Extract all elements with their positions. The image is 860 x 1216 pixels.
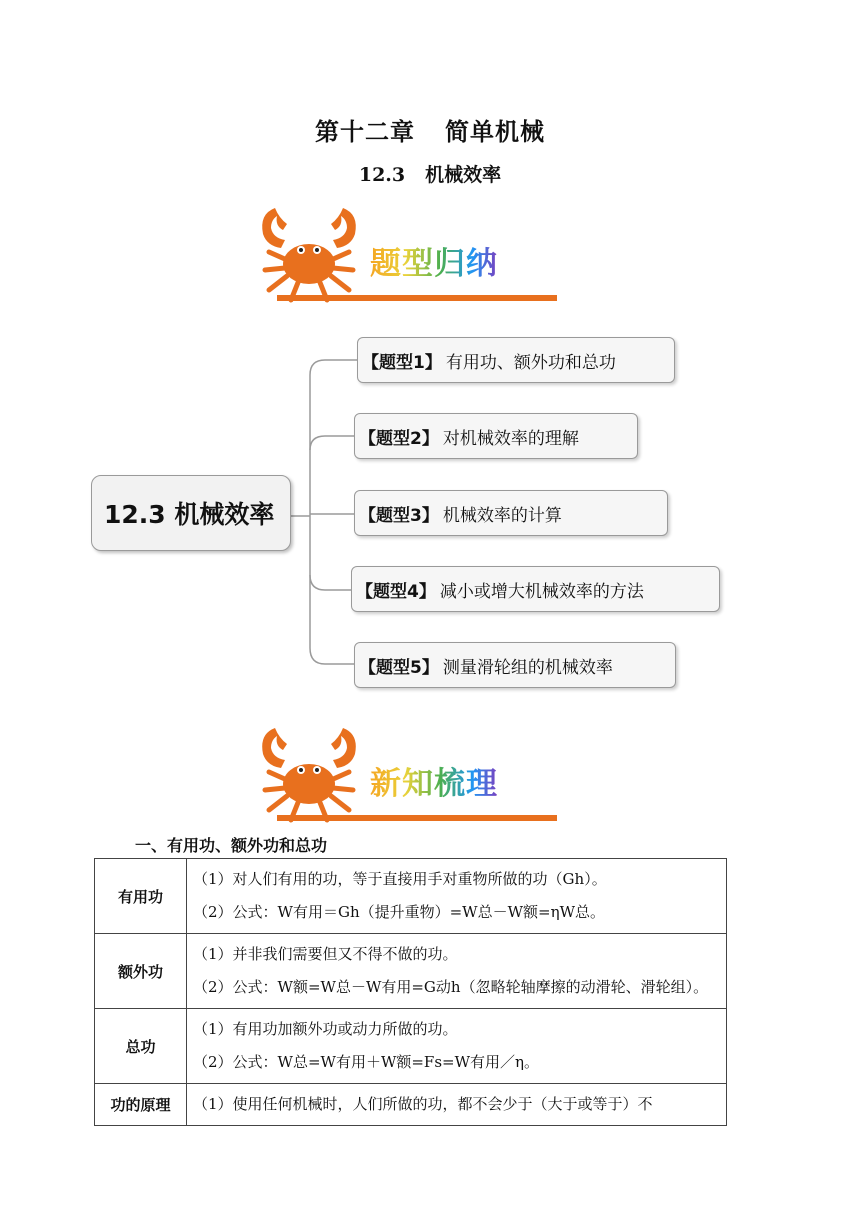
mindmap-node-5[interactable] [354,642,676,688]
row-content [187,934,727,1009]
banner-label: 题型归纳 [370,238,498,283]
node-tag: 【题型1】 [362,352,442,373]
row-key: 功的原理 [95,1084,187,1126]
row-content [187,859,727,934]
banner-underline [277,815,557,821]
node-text: 减小或增大机械效率的方法 [439,581,644,602]
mindmap-node-1[interactable] [357,337,675,383]
knowledge-table [94,858,727,1126]
chapter-number: 第十二章 [315,117,415,146]
row-content [187,1084,727,1126]
chapter-name: 简单机械 [445,117,545,146]
banner-label: 新知梳理 [370,758,498,803]
row-content [187,1009,727,1084]
row-key: 额外功 [95,934,187,1009]
mindmap-node-3[interactable] [354,490,668,536]
node-tag: 【题型3】 [359,505,439,526]
row-key: 总功 [95,1009,187,1084]
row-line-1: （1）使用任何机械时，人们所做的功，都不会少于（大于或等于）不 [193,1095,653,1113]
crab-icon [255,720,365,824]
node-tag: 【题型5】 [359,657,439,678]
node-text: 机械效率的计算 [442,505,562,526]
node-text: 有用功、额外功和总功 [445,352,616,373]
section-heading: 一、有用功、额外功和总功 [135,836,328,855]
table-row [95,1084,727,1126]
table-row [95,859,727,934]
node-text: 测量滑轮组的机械效率 [442,657,613,678]
row-line-1: （1）对人们有用的功，等于直接用手对重物所做的功（Gh）。 [193,870,607,888]
table-row [95,1009,727,1084]
row-line-2: （2）公式：W有用＝Gh（提升重物）=W总－W额=ηW总。 [193,903,605,921]
mindmap-root-label: 12.3 机械效率 [104,500,275,529]
table-row [95,934,727,1009]
banner-new-knowledge [255,720,565,825]
row-key: 有用功 [95,859,187,934]
row-line-2: （2）公式：W额=W总－W有用=G动h（忽略轮轴摩擦的动滑轮、滑轮组）。 [193,978,709,996]
section-name: 机械效率 [425,164,502,186]
row-line-2: （2）公式：W总=W有用＋W额=Fs=W有用／η。 [193,1053,540,1071]
mindmap-root [91,475,291,551]
node-tag: 【题型4】 [356,581,436,602]
mindmap-node-4[interactable] [351,566,720,612]
row-line-1: （1）并非我们需要但又不得不做的功。 [193,945,458,963]
node-text: 对机械效率的理解 [442,428,579,449]
node-tag: 【题型2】 [359,428,439,449]
row-line-1: （1）有用功加额外功或动力所做的功。 [193,1020,458,1038]
mindmap-node-2[interactable] [354,413,638,459]
section-number: 12.3 [358,164,406,186]
